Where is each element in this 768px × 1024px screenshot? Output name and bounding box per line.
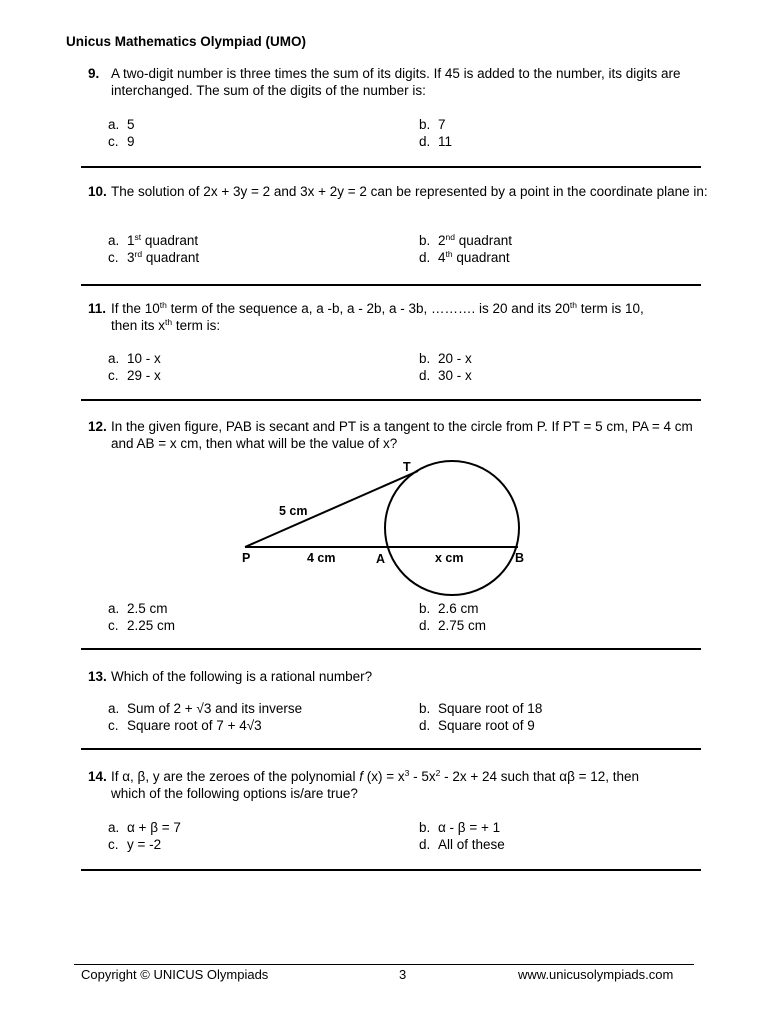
question-text: In the given figure, PAB is secant and PT is a tangent to the circle from P. If PT = 5 cm, PA = 4 cm and AB = x cm, then what will be the value of x? [111,419,693,451]
question-text: Which of the following is a rational number? [111,669,373,684]
option-c[interactable]: c. 29 - x [108,368,161,383]
question-14 [88,768,708,802]
option-a[interactable]: a. Sum of 2 + √3 and its inverse [108,701,303,716]
question-number: 14. [88,769,107,784]
option-b[interactable]: b. 2.6 cm [419,601,479,616]
option-d[interactable]: d. 11 [419,134,453,149]
option-a[interactable]: a. 5 [108,117,135,132]
question-number: 12. [88,419,107,434]
question-number: 13. [88,669,107,684]
question-13 [88,668,708,685]
option-d[interactable]: d. 30 - x [419,368,472,383]
question-text: A two-digit number is three times the sum of its digits. If 45 is added to the number, its digits are interchanged. The sum of the digits of the number is: [111,66,681,98]
option-c[interactable]: c. y = -2 [108,837,162,852]
question-number: 11. [88,301,107,316]
option-a[interactable]: a. α + β = 7 [108,820,181,835]
circle [385,461,519,595]
divider [81,648,701,650]
divider [81,748,701,750]
divider [81,869,701,871]
label-pa-length: 4 cm [307,551,336,565]
option-a[interactable]: a. 1st quadrant [108,232,199,248]
question-text: If the 10th term of the sequence a, a -b, a - 2b, a - 3b, ………. is 20 and its 20th term is 10, then its $x^{th}$ term is: [111,300,644,333]
page-title: Unicus Mathematics Olympiad (UMO) [66,34,307,49]
label-b: B [515,551,525,565]
label-pt-length: 5 cm [279,504,308,518]
option-b[interactable]: b. 20 - x [419,351,472,366]
option-b[interactable]: b. α - β = + 1 [419,820,501,835]
label-ab-length: x cm [435,551,464,565]
footer-divider [74,964,694,965]
page-number: 3 [399,967,407,982]
tangent-line-pt [245,471,418,547]
label-p: P [242,551,251,565]
option-d[interactable]: d. 4th quadrant [419,249,510,265]
footer-copyright: Copyright © UNICUS Olympiads [81,967,269,982]
option-d[interactable]: d. Square root of 9 [419,718,535,733]
option-b[interactable]: b. Square root of 18 [419,701,543,716]
option-a[interactable]: a. 2.5 cm [108,601,168,616]
option-b[interactable]: b. 2nd quadrant [419,232,513,248]
option-c[interactable]: c. 2.25 cm [108,618,176,633]
question-text: If α, β, y are the zeroes of the polynomial f $(x) = x^3 - 5x^2 - 2x + 24$ such that αβ = 12, then which of the following options is/are true? [111,768,640,801]
option-c[interactable]: c. 3rd quadrant [108,249,200,265]
option-b[interactable]: b. 7 [419,117,446,132]
footer-url[interactable]: www.unicusolympiads.com [518,967,674,982]
option-c[interactable]: c. 9 [108,134,135,149]
question-number: 9. [88,66,100,81]
option-d[interactable]: d. 2.75 cm [419,618,487,633]
label-a: A [376,552,386,566]
label-t: T [403,460,411,474]
option-a[interactable]: a. 10 - x [108,351,161,366]
option-c[interactable]: c. Square root of 7 + 4√3 [108,718,262,733]
option-d[interactable]: d. All of these [419,837,505,852]
question-text: The solution of 2x + 3y = 2 and 3x + 2y = 2 can be represented by a point in the coordinate plane in: [111,184,708,199]
question-number: 10. [88,184,107,199]
